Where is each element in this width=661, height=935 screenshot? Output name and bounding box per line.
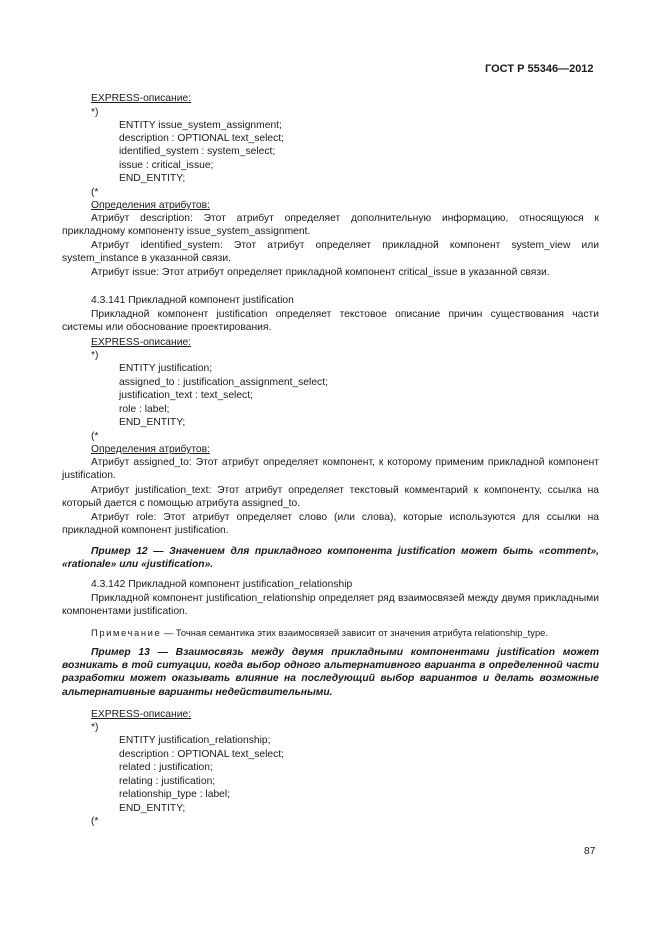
express-label: EXPRESS-описание:	[91, 93, 192, 104]
note	[91, 626, 548, 639]
section-heading: 4.3.142 Прикладной компонент justification_relationship	[91, 579, 353, 590]
definitions-label: Определения атрибутов:	[91, 200, 210, 211]
express-label: EXPRESS-описание:	[91, 709, 192, 720]
code-line: related : justification;	[119, 762, 213, 773]
code-line: END_ENTITY;	[119, 417, 186, 428]
code-line: assigned_to : justification_assignment_select;	[119, 377, 328, 388]
code-line: END_ENTITY;	[119, 803, 186, 814]
code-line: description : OPTIONAL text_select;	[119, 749, 285, 760]
definition-description: Атрибут description: Этот атрибут определяет дополнительную информацию, относящуюся к прикладному компоненту issue_system_assignment.	[62, 213, 599, 238]
code-line: role : label;	[119, 404, 170, 415]
section-intro: Прикладной компонент justification определяет текстовое описание причин существования части системы или обоснование проектирования.	[62, 309, 599, 334]
note-label: Примечание	[91, 627, 162, 638]
code-line: issue : critical_issue;	[119, 160, 214, 171]
comment-close: (*	[91, 431, 99, 442]
comment-open: *)	[91, 350, 99, 361]
code-line: description : OPTIONAL text_select;	[119, 133, 285, 144]
code-line: relating : justification;	[119, 776, 216, 787]
express-label: EXPRESS-описание:	[91, 337, 192, 348]
code-line: END_ENTITY;	[119, 173, 186, 184]
example-13: Пример 13 — Взаимосвязь между двумя прикладными компонентами justification может возникать в той ситуации, когда выбор одного альтернативного варианта в определенной части разработки может оказывать влияние на последующий выбор вариантов и делать возможные альтернативные варианты недействительными.	[62, 647, 599, 698]
comment-close: (*	[91, 816, 99, 827]
code-line: ENTITY issue_system_assignment;	[119, 120, 282, 131]
code-line: ENTITY justification_relationship;	[119, 735, 271, 746]
code-line: identified_system : system_select;	[119, 146, 276, 157]
standard-header: ГОСТ Р 55346—2012	[485, 63, 594, 75]
comment-open: *)	[91, 107, 99, 118]
definition-issue: Атрибут issue: Этот атрибут определяет прикладной компонент critical_issue в указанной связи.	[91, 267, 550, 278]
definition-identified-system: Атрибут identified_system: Этот атрибут определяет прикладной компонент system_view или system_instance в указанной связи.	[62, 240, 599, 265]
definition-justification-text: Атрибут justification_text: Этот атрибут определяет текстовый комментарий к компоненту, ссылка на который дается с помощью атрибута assigned_to.	[62, 485, 599, 510]
comment-open: *)	[91, 722, 99, 733]
note-text: — Точная семантика этих взаимосвязей зависит от значения атрибута relationship_type.	[161, 627, 549, 638]
code-line: justification_text : text_select;	[119, 390, 253, 401]
code-line: relationship_type : label;	[119, 789, 231, 800]
section-intro: Прикладной компонент justification_relationship определяет ряд взаимосвязей между двумя прикладными компонентами justification.	[62, 593, 599, 618]
definition-assigned-to: Атрибут assigned_to: Этот атрибут определяет компонент, к которому применим прикладной компонент justification.	[62, 457, 599, 482]
section-heading: 4.3.141 Прикладной компонент justification	[91, 295, 294, 306]
code-line: ENTITY justification;	[119, 363, 213, 374]
example-12: Пример 12 — Значением для прикладного компонента justification может быть «comment», «rationale» или «justification».	[62, 546, 599, 571]
page-number: 87	[584, 846, 596, 857]
comment-close: (*	[91, 187, 99, 198]
definitions-label: Определения атрибутов:	[91, 444, 210, 455]
definition-role: Атрибут role: Этот атрибут определяет слово (или слова), которые используются для ссылки на прикладной компонент justification.	[62, 512, 599, 537]
